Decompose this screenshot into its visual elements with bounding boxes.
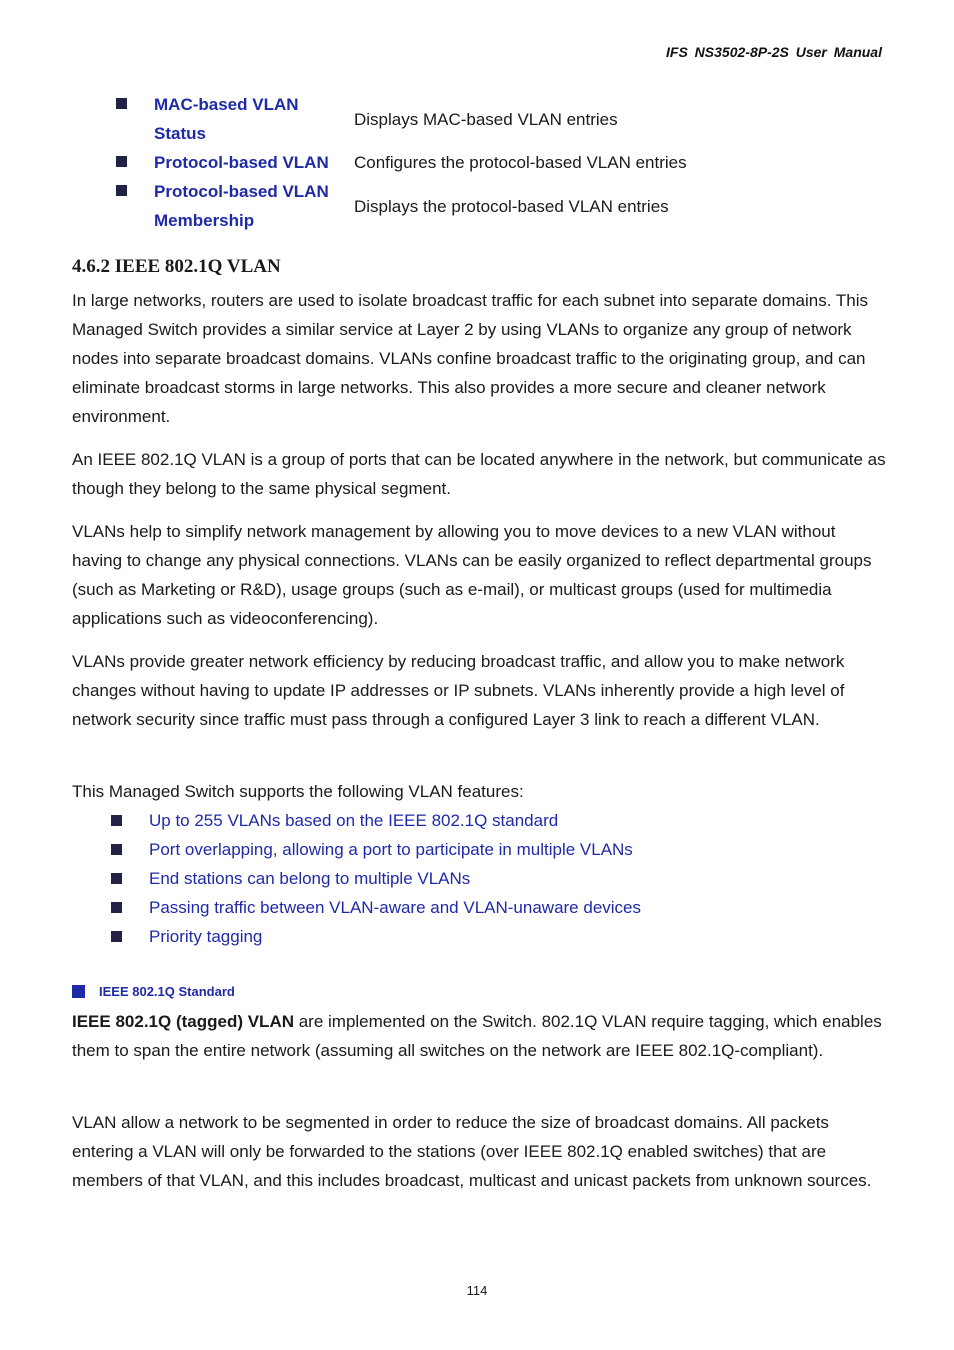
bullet-square-icon (111, 902, 122, 913)
protocol-based-vlan-link[interactable]: Protocol-based VLAN (154, 153, 329, 172)
paragraph: VLANs help to simplify network management by allowing you to move devices to a new VLAN without having to change any physical connections. VLANs can be easily organized to reflect departmental groups (such as Marketing or R&D), usage groups (such as e-mail), or multicast groups (used for multimedia applications such as videoconferencing). (72, 522, 872, 628)
menu-description: Displays MAC-based VLAN entries (354, 109, 618, 129)
list-item (111, 893, 641, 922)
menu-row (116, 90, 816, 148)
feature-link[interactable]: Port overlapping, allowing a port to participate in multiple VLANs (149, 839, 633, 859)
features-list (111, 806, 641, 951)
bullet-square-icon (111, 873, 122, 884)
menu-row (116, 148, 816, 177)
vlan-menu-table (116, 90, 816, 235)
menu-description: Displays the protocol-based VLAN entries (354, 196, 669, 216)
paragraph (72, 1007, 887, 1065)
paragraph: In large networks, routers are used to isolate broadcast traffic for each subnet into separate domains. This Managed Switch provides a similar service at Layer 2 by using VLANs to organize any group of network nodes into separate broadcast domains. VLANs confine broadcast traffic to the originating group, and can eliminate broadcast storms in large networks. This also provides a more secure and cleaner network environment. (72, 291, 868, 426)
menu-description: Configures the protocol-based VLAN entries (354, 153, 687, 172)
paragraph: An IEEE 802.1Q VLAN is a group of ports that can be located anywhere in the network, but communicate as though they belong to the same physical segment. (72, 450, 886, 498)
features-intro: This Managed Switch supports the following VLAN features: (72, 782, 524, 801)
bullet-square-icon (116, 156, 127, 167)
bullet-square-icon (116, 98, 127, 109)
bullet-square-icon (72, 985, 85, 998)
paragraph-rest: are implemented on the Switch. 802.1Q VLAN require tagging, which enables them to span the entire network (assuming all switches on the network are IEEE 802.1Q-compliant). (72, 1012, 882, 1060)
standard-heading-label: IEEE 802.1Q Standard (99, 984, 235, 999)
manual-header: IFS NS3502-8P-2S User Manual (666, 44, 882, 60)
feature-link[interactable]: Passing traffic between VLAN-aware and VLAN-unaware devices (149, 897, 642, 917)
page-number: 114 (466, 1283, 488, 1298)
standard-heading (72, 984, 235, 999)
list-item (111, 922, 641, 951)
menu-row (116, 177, 816, 235)
bullet-square-icon (111, 931, 122, 942)
bullet-square-icon (111, 844, 122, 855)
list-item (111, 835, 641, 864)
feature-link[interactable]: Priority tagging (149, 926, 263, 946)
bullet-square-icon (116, 185, 127, 196)
feature-link[interactable]: Up to 255 VLANs based on the IEEE 802.1Q standard (149, 810, 559, 830)
section-title: 4.6.2 IEEE 802.1Q VLAN (72, 256, 281, 277)
bullet-square-icon (111, 815, 122, 826)
paragraph: VLAN allow a network to be segmented in order to reduce the size of broadcast domains. All packets entering a VLAN will only be forwarded to the stations (over IEEE 802.1Q enabled switches) that are members of that VLAN, and this includes broadcast, multicast and unicast packets from unknown sources. (72, 1113, 872, 1190)
feature-link[interactable]: End stations can belong to multiple VLANs (149, 868, 471, 888)
list-item (111, 864, 641, 893)
protocol-based-vlan-membership-link[interactable]: Protocol-based VLAN Membership (154, 182, 329, 230)
paragraph: VLANs provide greater network efficiency by reducing broadcast traffic, and allow you to make network changes without having to update IP addresses or IP subnets. VLANs inherently provide a high level of network security since traffic must pass through a configured Layer 3 link to reach a different VLAN. (72, 652, 845, 729)
list-item (111, 806, 641, 835)
bold-term: IEEE 802.1Q (tagged) VLAN (72, 1012, 294, 1031)
mac-based-vlan-status-link[interactable]: MAC-based VLAN Status (154, 95, 299, 143)
